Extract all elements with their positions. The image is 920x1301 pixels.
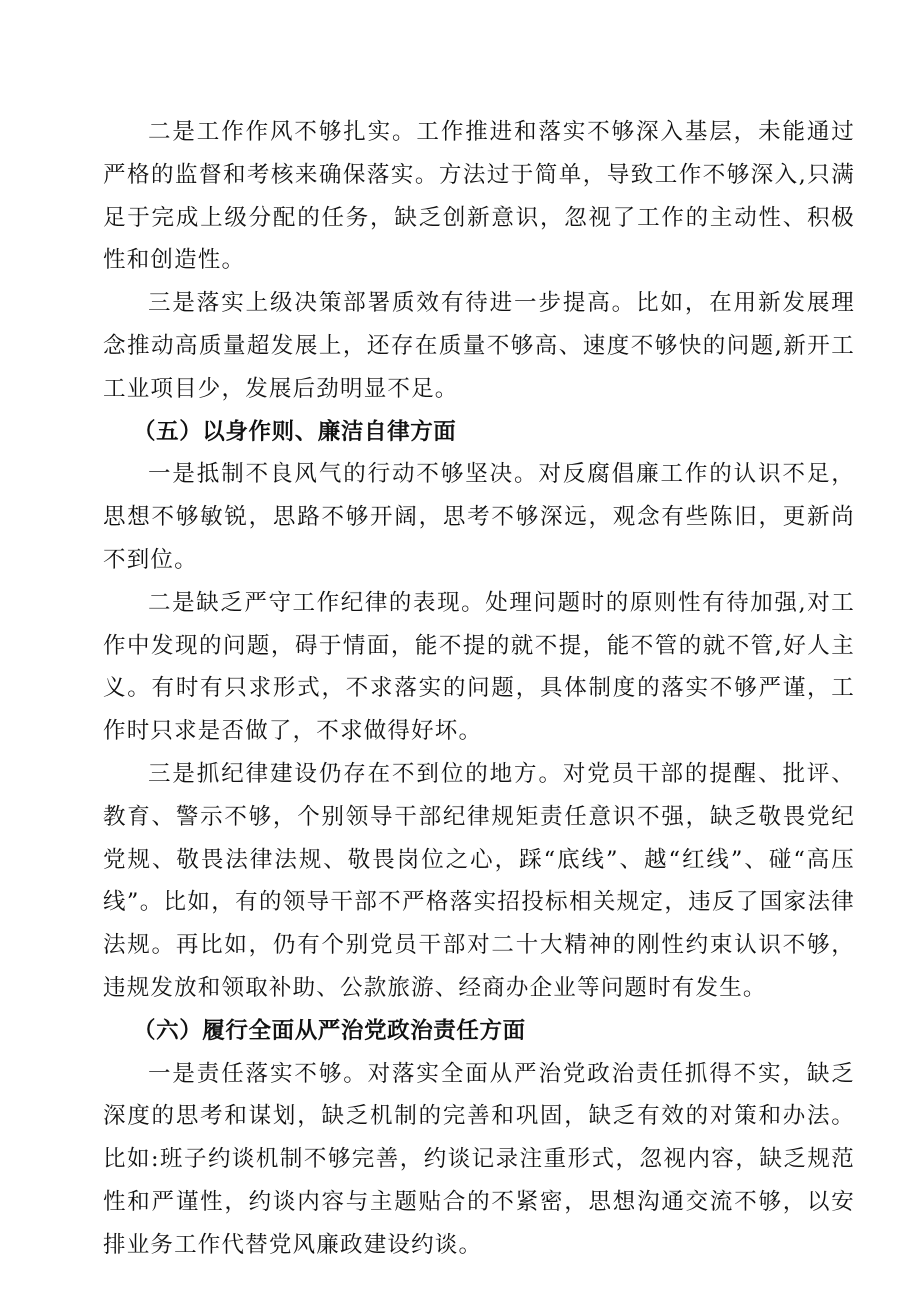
paragraph-section5-3: 三是抓纪律建设仍存在不到位的地方。对党员干部的提醒、批评、教育、警示不够，个别领导干部纪律规矩责任意识不强，缺乏敬畏党纪党规、敬畏法律法规、敬畏岗位之心，踩“底线”、越“红线”、碰“高压线”。比如，有的领导干部不严格落实招投标相关规定，违反了国家法律法规。再比如，仍有个别党员干部对二十大精神的刚性约束认识不够，违规发放和领取补助、公款旅游、经商办企业等问题时有发生。	[103, 760, 855, 1001]
paragraph-decision-implementation: 三是落实上级决策部署质效有待进一步提高。比如，在用新发展理念推动高质量超发展上，还存在质量不够高、速度不够快的问题,新开工工业项目少，发展后劲明显不足。	[103, 290, 855, 402]
paragraph-section5-2: 二是缺乏严守工作纪律的表现。处理问题时的原则性有待加强,对工作中发现的问题，碍于情面，能不提的就不提，能不管的就不管,好人主义。有时有只求形式，不求落实的问题，具体制度的落实不够严谨，工作时只求是否做了，不求做得好坏。	[103, 589, 855, 745]
section-heading-5: （五）以身作则、廉洁自律方面	[133, 418, 457, 445]
paragraph-work-style: 二是工作作风不够扎实。工作推进和落实不够深入基层，未能通过严格的监督和考核来确保落实。方法过于简单，导致工作不够深入,只满足于完成上级分配的任务，缺乏创新意识，忽视了工作的主动性、积极性和创造性。	[103, 119, 855, 274]
paragraph-section6-1: 一是责任落实不够。对落实全面从严治党政治责任抓得不实，缺乏深度的思考和谋划，缺乏机制的完善和巩固，缺乏有效的对策和办法。比如:班子约谈机制不够完善，约谈记录注重形式，忽视内容，缺乏规范性和严谨性，约谈内容与主题贴合的不紧密，思想沟通交流不够，以安排业务工作代替党风廉政建设约谈。	[103, 1060, 855, 1258]
paragraph-section5-1: 一是抵制不良风气的行动不够坚决。对反腐倡廉工作的认识不足，思想不够敏锐，思路不够开阔，思考不够深远，观念有些陈旧，更新尚不到位。	[103, 461, 855, 573]
document-body	[103, 111, 855, 1267]
section-heading-6: （六）履行全面从严治党政治责任方面	[133, 1017, 526, 1044]
